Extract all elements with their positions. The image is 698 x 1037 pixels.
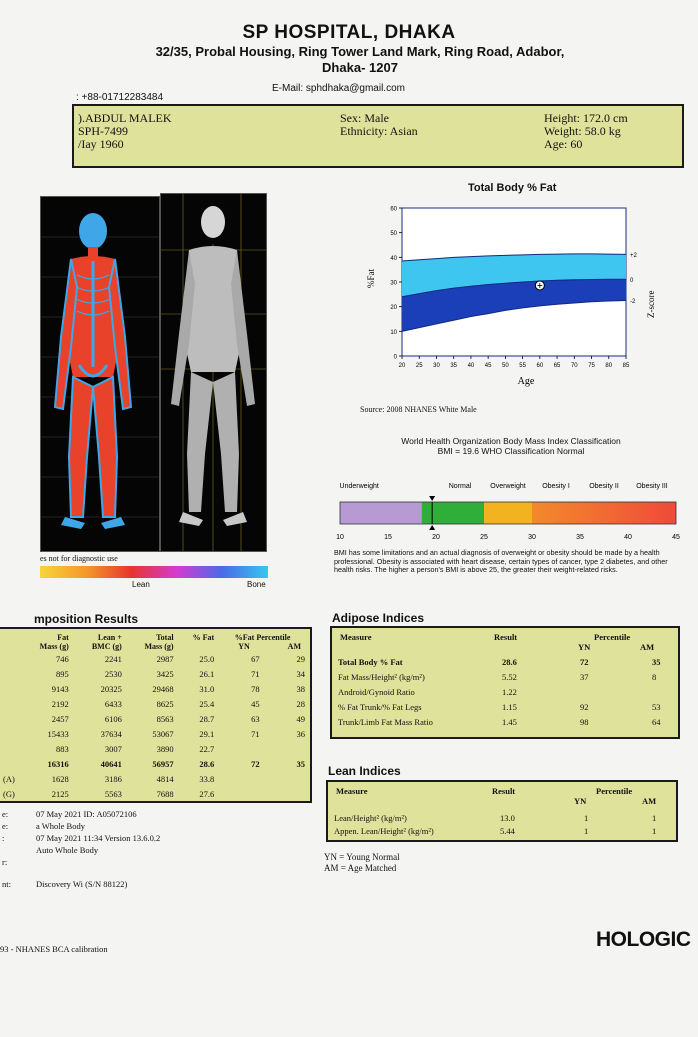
adipose-cell-measure: Fat Mass/Height² (kg/m²) [338, 672, 425, 682]
bmi-category-0: Underweight [339, 483, 379, 490]
scale-label-bone: Bone [247, 580, 266, 589]
composition-row [0, 756, 308, 771]
adipose-row [332, 701, 678, 714]
bmi-tick-20: 20 [432, 534, 440, 541]
diagnostic-disclaimer: es not for diagnostic use [40, 554, 118, 563]
calibration-note: 93 - NHANES BCA calibration [0, 944, 108, 954]
composition-row [0, 711, 308, 726]
adipose-row [332, 671, 678, 684]
composition-cell-label: (G) [3, 788, 15, 799]
bmi-title [334, 436, 688, 456]
phone-number: : +88-01712283484 [76, 92, 164, 103]
col-fat-mass: Fat Mass (g) [39, 633, 69, 651]
address-line-2: Dhaka- 1207 [322, 60, 398, 75]
y-tick-label-10: 10 [390, 329, 397, 336]
x-tick-label-85: 85 [622, 363, 630, 369]
patient-height: Height: 172.0 cm [544, 111, 628, 125]
adipose-table-panel [330, 626, 680, 739]
composition-cell-fat: 2457 [51, 713, 69, 724]
composition-cell-fat: 9143 [51, 683, 69, 694]
adipose-cell-result: 28.6 [502, 657, 517, 667]
adipose-cell-measure: Total Body % Fat [338, 657, 403, 667]
y-tick-label-50: 50 [390, 231, 397, 238]
patient-info-box [72, 104, 684, 168]
x-axis-label: Age [517, 376, 535, 387]
composition-cell-lean: 6433 [104, 698, 122, 709]
x-tick-label-30: 30 [433, 363, 440, 369]
x-tick-label-65: 65 [553, 363, 561, 369]
percentile-legend [324, 852, 400, 874]
adipose-cell-result: 1.45 [502, 717, 517, 727]
composition-cell-am: 28 [296, 698, 305, 709]
scan-info-line [2, 856, 302, 868]
composition-cell-lean: 2241 [104, 653, 122, 664]
adipose-title: Adipose Indices [332, 611, 425, 625]
adipose-row [332, 716, 678, 729]
composition-cell-label [0, 726, 20, 741]
composition-cell-total: 3425 [156, 668, 174, 679]
composition-row [0, 696, 308, 711]
composition-cell-label [0, 711, 20, 726]
adipose-cell-yn: 37 [580, 672, 589, 682]
composition-title: mposition Results [34, 612, 139, 626]
composition-cell-total: 8625 [156, 698, 174, 709]
scan-info-line [2, 878, 302, 890]
scan-info-line [2, 820, 302, 832]
bmi-title-line1: World Health Organization Body Mass Index Classification [401, 436, 621, 446]
grayscale-body-scan [160, 193, 267, 552]
scan-info-key: e: [2, 809, 9, 819]
address-line-1: 32/35, Probal Housing, Ring Tower Land Mark, Ring Road, Adabor, [155, 44, 565, 59]
adipose-cell-yn: 98 [580, 717, 589, 727]
composition-cell-lean: 3007 [104, 743, 122, 754]
adipose-row [332, 686, 678, 699]
composition-cell-pfat: 25.0 [199, 653, 215, 664]
lean-table-panel [326, 780, 678, 842]
hologic-logo: HOLOGIC [596, 928, 691, 951]
bmi-tick-15: 15 [384, 534, 392, 541]
composition-cell-lean: 5563 [104, 788, 122, 799]
composition-row [0, 741, 308, 756]
composition-cell-am: 49 [296, 713, 305, 724]
scale-label-lean: Lean [132, 580, 150, 589]
lean-cell-result: 5.44 [500, 826, 515, 836]
composition-cell-pfat: 22.7 [199, 743, 215, 754]
bmi-marker-top [429, 496, 435, 501]
x-tick-label-55: 55 [519, 363, 526, 369]
adipose-cell-yn: 72 [580, 657, 589, 667]
patient-ethnicity: Ethnicity: Asian [340, 124, 418, 138]
composition-cell-total: 3890 [156, 743, 174, 754]
composition-row [0, 651, 308, 666]
scan-info-line [2, 844, 302, 856]
bmi-segment-0 [340, 502, 422, 524]
composition-cell-lean: 37634 [100, 728, 122, 739]
lean-cell-am: 1 [652, 813, 657, 823]
adipose-cell-am: 8 [652, 672, 657, 682]
scan-info-key: e: [2, 821, 9, 831]
composition-cell-am: 35 [296, 758, 305, 769]
bmi-tick-45: 45 [672, 534, 680, 541]
bmi-tick-35: 35 [576, 534, 584, 541]
legend-yn: YN = Young Normal [324, 852, 400, 862]
composition-cell-yn [217, 741, 262, 756]
chart-source: Source: 2008 NHANES White Male [360, 405, 477, 414]
bmi-category-5: Obesity III [636, 483, 668, 490]
composition-row [0, 726, 308, 741]
composition-cell-fat: 2192 [51, 698, 69, 709]
scan-info [2, 808, 302, 890]
x-tick-label-20: 20 [398, 363, 406, 369]
lean-bone-color-scale [40, 566, 268, 578]
composition-cell-pfat: 25.4 [199, 698, 215, 709]
composition-cell-pfat: 26.1 [199, 668, 215, 679]
adipose-cell-measure: Trunk/Limb Fat Mass Ratio [338, 717, 433, 727]
adipose-cell-am: 64 [652, 717, 661, 727]
col-lean-bmc: Lean + BMC (g) [91, 633, 122, 651]
bmi-tick-30: 30 [528, 534, 536, 541]
adipose-subheader-row: YN AM [578, 642, 655, 652]
composition-cell-label [0, 681, 20, 696]
composition-cell-am [263, 741, 308, 756]
x-tick-label-40: 40 [467, 363, 475, 369]
patient-id: SPH-7499 [78, 124, 129, 138]
col-pct-fat: % Fat [192, 633, 215, 642]
scan-info-line [2, 832, 302, 844]
scan-info-value: a Whole Body [36, 821, 85, 831]
lean-row [328, 812, 674, 825]
composition-cell-yn: 63 [251, 713, 260, 724]
hospital-name: SP HOSPITAL, DHAKA [242, 22, 456, 43]
composition-cell-yn: 71 [251, 668, 260, 679]
bmi-category-1: Normal [448, 483, 472, 490]
y-tick-label-60: 60 [390, 206, 397, 213]
x-tick-label-35: 35 [450, 363, 458, 369]
y-axis-label: %Fat [366, 269, 376, 288]
x-tick-label-25: 25 [415, 363, 423, 369]
total-body-fat-chart [360, 198, 660, 393]
composition-cell-lean: 3186 [104, 773, 122, 784]
scan-info-value: 07 May 2021 ID: A05072106 [36, 809, 137, 819]
adipose-cell-am: 35 [652, 657, 661, 667]
composition-cell-yn: 45 [251, 698, 260, 709]
composition-cell-fat: 15433 [47, 728, 69, 739]
patient-name: ).ABDUL MALEK [78, 111, 172, 125]
composition-cell-lean: 40641 [100, 758, 122, 769]
legend-am: AM = Age Matched [324, 863, 397, 873]
composition-cell-lean: 20325 [100, 683, 122, 694]
x-tick-label-50: 50 [502, 363, 509, 369]
composition-cell-pfat: 29.1 [199, 728, 215, 739]
composition-cell-am: 36 [296, 728, 305, 739]
patient-dob: /Iay 1960 [78, 137, 124, 151]
scan-info-line [2, 808, 302, 820]
composition-cell-am: 29 [296, 653, 305, 664]
zscore-tick-0: +2 [630, 252, 637, 259]
composition-cell-am: 34 [296, 668, 305, 679]
adipose-cell-measure: Android/Gynoid Ratio [338, 687, 415, 697]
y-tick-label-0: 0 [393, 354, 397, 361]
composition-table [0, 633, 308, 801]
composition-cell-fat: 1628 [51, 773, 69, 784]
adipose-cell-am: 53 [652, 702, 661, 712]
scan-info-value: 07 May 2021 11:34 Version 13.6.0.2 [36, 833, 161, 843]
bmi-segment-3 [532, 502, 676, 524]
composition-cell-total: 56957 [152, 758, 174, 769]
lean-cell-measure: Appen. Lean/Height² (kg/m²) [334, 826, 434, 836]
y-tick-label-40: 40 [390, 255, 397, 262]
composition-row [0, 666, 308, 681]
composition-cell-total: 7688 [156, 788, 174, 799]
bmi-marker-bottom [429, 525, 435, 530]
email: E-Mail: sphdhaka@gmail.com [272, 83, 405, 94]
composition-cell-yn: 72 [251, 758, 260, 769]
composition-cell-yn: 78 [251, 683, 260, 694]
lean-subheader-row: YN AM [574, 796, 657, 806]
lean-row [328, 825, 674, 838]
composition-cell-label [0, 651, 20, 666]
bmi-segment-1 [422, 502, 484, 524]
composition-cell-am [263, 786, 308, 801]
lean-header-row: Measure Result Percentile [336, 786, 633, 796]
hospital-address [60, 44, 660, 76]
composition-cell-fat: 2125 [51, 788, 69, 799]
composition-cell-fat: 16316 [47, 758, 69, 769]
lean-cell-yn: 1 [584, 813, 589, 823]
scan-info-key: nt: [2, 879, 11, 889]
composition-cell-yn: 67 [251, 653, 260, 664]
adipose-cell-result: 1.15 [502, 702, 517, 712]
composition-cell-fat: 895 [56, 668, 69, 679]
bmi-category-3: Obesity I [542, 483, 570, 490]
composition-cell-pfat: 28.6 [199, 758, 215, 769]
composition-cell-total: 8563 [156, 713, 174, 724]
y-tick-label-30: 30 [390, 280, 397, 287]
composition-cell-total: 4814 [156, 773, 174, 784]
composition-row [0, 771, 308, 786]
patient-weight: Weight: 58.0 kg [544, 124, 621, 138]
composition-row [0, 681, 308, 696]
adipose-row [332, 656, 678, 669]
composition-cell-lean: 6106 [104, 713, 122, 724]
lean-cell-yn: 1 [584, 826, 589, 836]
composition-row [0, 786, 308, 801]
composition-cell-yn [217, 771, 262, 786]
composition-cell-pfat: 31.0 [199, 683, 215, 694]
x-tick-label-70: 70 [570, 363, 578, 369]
composition-cell-fat: 746 [56, 653, 69, 664]
patient-age: Age: 60 [544, 137, 583, 151]
x-tick-label-80: 80 [605, 363, 613, 369]
composition-cell-label [0, 696, 20, 711]
composition-cell-total: 2987 [156, 653, 174, 664]
adipose-cell-yn: 92 [580, 702, 589, 712]
bmi-tick-25: 25 [480, 534, 488, 541]
x-tick-label-75: 75 [588, 363, 595, 369]
adipose-cell-result: 5.52 [502, 672, 517, 682]
adipose-header-row: Measure Result Percentile [340, 632, 631, 642]
composition-cell-label [0, 756, 20, 771]
lean-title: Lean Indices [328, 764, 401, 778]
bmi-category-4: Obesity II [589, 483, 619, 490]
scan-info-key: : [2, 833, 5, 843]
patient-sex: Sex: Male [340, 111, 389, 125]
composition-cell-am: 38 [296, 683, 305, 694]
scan-info-value: Auto Whole Body [36, 845, 99, 855]
color-body-scan [40, 196, 160, 552]
composition-table-panel [0, 627, 312, 803]
chart-title: Total Body % Fat [468, 182, 557, 194]
composition-cell-label [0, 666, 20, 681]
composition-cell-am [263, 771, 308, 786]
bmi-segment-2 [484, 502, 532, 524]
zscore-axis-label: Z-score [646, 290, 656, 318]
composition-cell-yn: 71 [251, 728, 260, 739]
col-pct-fat-percentile: %Fat Percentile YN AM [234, 633, 301, 651]
bmi-tick-10: 10 [336, 534, 344, 541]
bmi-title-line2: BMI = 19.6 WHO Classification Normal [437, 446, 585, 456]
grayscale-skeleton-image [161, 194, 266, 551]
composition-cell-total: 53067 [152, 728, 174, 739]
composition-cell-fat: 883 [56, 743, 69, 754]
color-skeleton-image [41, 197, 159, 551]
bmi-tick-40: 40 [624, 534, 632, 541]
bmi-scale-chart [330, 476, 686, 546]
lean-cell-am: 1 [652, 826, 657, 836]
adipose-cell-result: 1.22 [502, 687, 517, 697]
scan-info-key: r: [2, 857, 8, 867]
composition-cell-label: (A) [3, 773, 15, 784]
bmi-note: BMI has some limitations and an actual diagnosis of overweight or obesity should be made by a health professional. Obesity is associated with heart disease, certain types of cancer, type 2 diabetes, and other health risks. The higher a person's BMI is above 25, the greater their weight-related risks. [334, 548, 668, 574]
x-tick-label-60: 60 [536, 363, 544, 369]
scan-info-value: Discovery Wi (S/N 88122) [36, 879, 128, 889]
composition-cell-pfat: 27.6 [199, 788, 215, 799]
composition-cell-total: 29468 [152, 683, 174, 694]
zscore-tick-1: 0 [630, 277, 634, 284]
x-tick-label-45: 45 [484, 363, 492, 369]
composition-cell-yn [217, 786, 262, 801]
composition-cell-pfat: 33.8 [199, 773, 215, 784]
lean-cell-result: 13.0 [500, 813, 515, 823]
bmi-category-2: Overweight [490, 483, 526, 490]
lean-cell-measure: Lean/Height² (kg/m²) [334, 813, 407, 823]
composition-cell-lean: 2530 [104, 668, 122, 679]
zscore-tick-2: -2 [630, 299, 636, 305]
adipose-cell-measure: % Fat Trunk/% Fat Legs [338, 702, 422, 712]
composition-cell-label [0, 741, 20, 756]
y-tick-label-20: 20 [390, 305, 397, 312]
col-total-mass: Total Mass (g) [144, 633, 174, 651]
composition-cell-pfat: 28.7 [199, 713, 215, 724]
